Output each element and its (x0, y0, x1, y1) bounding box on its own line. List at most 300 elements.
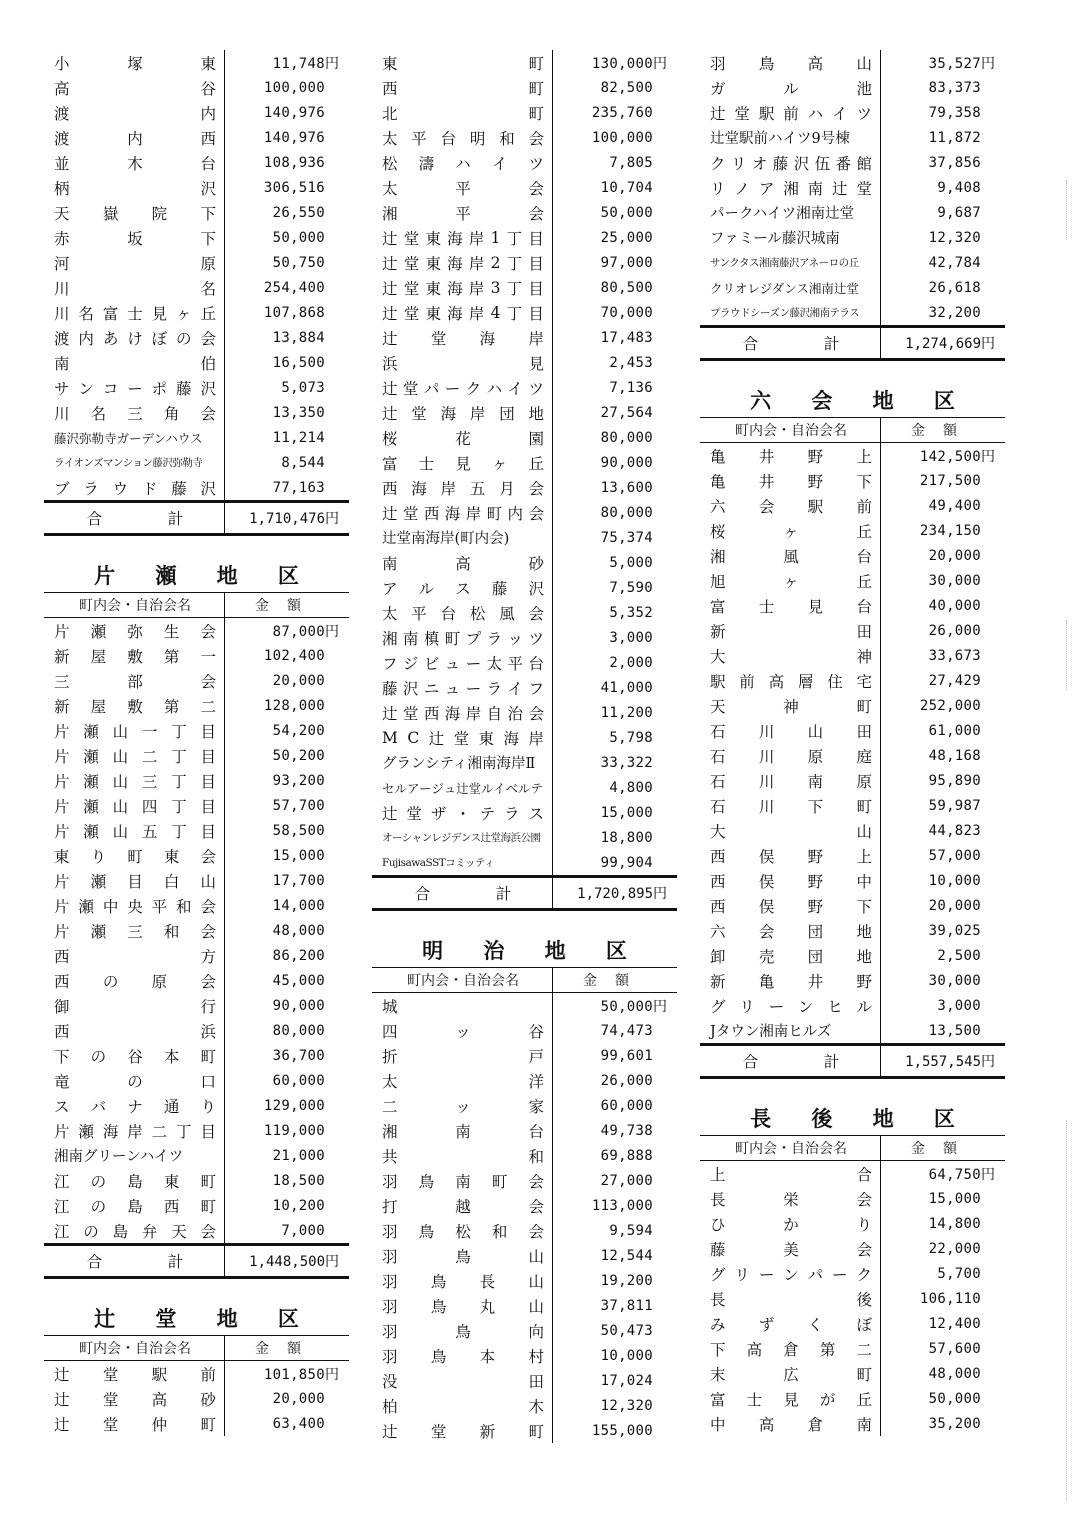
table-header (700, 1135, 1005, 1161)
row-amount: 50,000 (600, 998, 653, 1015)
row-amount: 13,500 (928, 1022, 981, 1039)
row-name: Jタウン湘南ヒルズ (700, 1018, 881, 1043)
row-amount: 48,000 (272, 922, 325, 939)
list-rows (372, 993, 677, 1443)
row-name: 辻 堂 ザ ・ テ ラ ス (372, 800, 553, 825)
row-amount: 129,000 (263, 1097, 325, 1114)
table-row (44, 618, 349, 643)
table-row (372, 625, 677, 650)
row-amount: 37,856 (928, 154, 981, 171)
row-name: 松 濤 ハ イ ツ (372, 150, 553, 175)
row-amount: 90,000 (272, 997, 325, 1014)
row-name: 末 広 町 (700, 1361, 881, 1386)
table-row (372, 650, 677, 675)
table-row (700, 100, 1005, 125)
yen-unit: 円 (653, 55, 668, 72)
row-amount: 90,000 (600, 454, 653, 471)
table-row (372, 1393, 677, 1418)
row-name: グ リ ー ン ヒ ル (700, 993, 881, 1018)
table-row (44, 375, 349, 400)
katase-section (44, 558, 349, 1279)
yen-unit: 円 (325, 511, 339, 527)
row-amount: 140,976 (263, 129, 325, 146)
row-amount: 48,168 (928, 747, 981, 764)
row-amount: 12,544 (600, 1247, 653, 1264)
row-name: 片 瀬 山 四 丁 目 (44, 793, 225, 818)
row-amount: 100,000 (591, 129, 653, 146)
row-amount: 69,888 (600, 1147, 653, 1164)
row-amount: 57,700 (272, 797, 325, 814)
row-name: 渡 内 西 (44, 125, 225, 150)
row-name: 亀 井 野 上 (700, 443, 881, 468)
row-name: 新 屋 敷 第 二 (44, 693, 225, 718)
list-rows (372, 50, 677, 875)
row-name: ライオンズマンション藤沢弥勒寺 (44, 450, 225, 475)
row-name: プラウドシーズン藤沢湘南テラス (700, 300, 881, 325)
row-name: グランシティ湘南海岸Ⅱ (372, 750, 553, 775)
table-row (700, 250, 1005, 275)
row-name: 辻 堂 駅 前 (44, 1361, 225, 1386)
row-name: 片 瀬 三 和 会 (44, 918, 225, 943)
table-row (700, 1018, 1005, 1043)
header-name: 町内会・自治会名 (44, 1336, 225, 1360)
section-title: 長 後 地 区 (750, 1106, 955, 1131)
row-amount: 13,600 (600, 479, 653, 496)
total-label: 合 計 (700, 1046, 881, 1076)
row-name: 辻 堂 パ ー ク ハ イ ツ (372, 375, 553, 400)
list-rows (700, 1161, 1005, 1436)
row-amount: 36,700 (272, 1047, 325, 1064)
row-name: 西 の 原 会 (44, 968, 225, 993)
total-label: 合 計 (372, 878, 553, 908)
column-3 (700, 50, 1005, 1436)
table-row (44, 100, 349, 125)
row-name: 南 伯 (44, 350, 225, 375)
row-name: 旭 ヶ 丘 (700, 568, 881, 593)
row-amount: 32,200 (928, 304, 981, 321)
total-label: 合 計 (44, 503, 225, 533)
row-amount: 10,704 (600, 179, 653, 196)
row-name: 赤 坂 下 (44, 225, 225, 250)
row-amount: 217,500 (919, 472, 981, 489)
row-amount: 20,000 (928, 547, 981, 564)
row-amount: 49,738 (600, 1122, 653, 1139)
row-amount: 128,000 (263, 697, 325, 714)
table-row (44, 275, 349, 300)
row-name: 西 浜 (44, 1018, 225, 1043)
row-amount: 50,000 (928, 1390, 981, 1407)
row-name: 辻 堂 高 砂 (44, 1386, 225, 1411)
row-amount: 108,936 (263, 154, 325, 171)
table-row (700, 668, 1005, 693)
row-name: 片 瀬 山 一 丁 目 (44, 718, 225, 743)
row-amount: 45,000 (272, 972, 325, 989)
header-amount: 金額 (911, 423, 975, 439)
table-row (700, 693, 1005, 718)
yen-unit: 円 (325, 55, 340, 72)
row-amount: 17,024 (600, 1372, 653, 1389)
row-name: 辻 堂 海 岸 団 地 (372, 400, 553, 425)
row-amount: 18,800 (600, 829, 653, 846)
table-row (700, 125, 1005, 150)
row-amount: 74,473 (600, 1022, 653, 1039)
row-amount: 7,136 (609, 379, 653, 396)
row-amount: 5,798 (609, 729, 653, 746)
table-row (700, 1261, 1005, 1286)
row-name: 新 屋 敷 第 一 (44, 643, 225, 668)
table-row (372, 75, 677, 100)
row-name: 太 平 台 松 風 会 (372, 600, 553, 625)
table-row (44, 200, 349, 225)
total-amount: 1,448,500 (249, 1254, 325, 1270)
table-row (700, 1361, 1005, 1386)
row-amount: 87,000 (272, 623, 325, 640)
row-amount: 18,500 (272, 1172, 325, 1189)
header-name: 町内会・自治会名 (44, 593, 225, 617)
table-row (700, 1336, 1005, 1361)
row-name: 東 り 町 東 会 (44, 843, 225, 868)
row-name: 辻 堂 東 海 岸 2 丁 目 (372, 250, 553, 275)
table-row (372, 425, 677, 450)
row-name: 辻 堂 仲 町 (44, 1411, 225, 1436)
row-name: 桜 ヶ 丘 (700, 518, 881, 543)
row-name: サ ン コ ー ポ 藤 沢 (44, 375, 225, 400)
row-amount: 75,374 (600, 529, 653, 546)
row-amount: 100,000 (263, 79, 325, 96)
row-amount: 16,500 (272, 354, 325, 371)
row-amount: 3,000 (609, 629, 653, 646)
table-row (700, 1286, 1005, 1311)
table-row (44, 475, 349, 500)
row-amount: 27,564 (600, 404, 653, 421)
total-row (700, 1043, 1005, 1079)
table-row (700, 175, 1005, 200)
table-row (44, 943, 349, 968)
row-amount: 7,000 (281, 1222, 325, 1239)
row-amount: 37,811 (600, 1297, 653, 1314)
table-row (700, 1211, 1005, 1236)
table-row (44, 893, 349, 918)
table-header (44, 592, 349, 618)
row-amount: 59,987 (928, 797, 981, 814)
table-header (44, 1335, 349, 1361)
table-row (372, 250, 677, 275)
row-name: 藤沢弥勒寺ガーデンハウス (44, 425, 225, 450)
row-amount: 57,000 (928, 847, 981, 864)
row-name: 片 瀬 山 五 丁 目 (44, 818, 225, 843)
row-amount: 5,700 (937, 1265, 981, 1282)
table-row (44, 1411, 349, 1436)
table-row (700, 468, 1005, 493)
table-row (372, 1343, 677, 1368)
row-amount: 102,400 (263, 647, 325, 664)
row-name: 湘 南 台 (372, 1118, 553, 1143)
table-row (372, 475, 677, 500)
table-row (700, 593, 1005, 618)
row-name: 川 名 富 士 見 ヶ 丘 (44, 300, 225, 325)
row-amount: 80,000 (600, 429, 653, 446)
row-amount: 27,429 (928, 672, 981, 689)
row-amount: 113,000 (591, 1197, 653, 1214)
table-row (44, 1193, 349, 1218)
total-label: 合 計 (700, 328, 881, 358)
total-label: 合 計 (44, 1246, 225, 1276)
row-amount: 130,000 (591, 55, 653, 72)
row-name: 下 の 谷 本 町 (44, 1043, 225, 1068)
row-name: 柄 沢 (44, 175, 225, 200)
row-amount: 13,884 (272, 329, 325, 346)
row-name: み ず く ぼ (700, 1311, 881, 1336)
row-name: 辻堂南海岸(町内会) (372, 525, 553, 550)
row-name: 富 士 見 台 (700, 593, 881, 618)
row-amount: 97,000 (600, 254, 653, 271)
row-name: サンクタス湘南藤沢アネーロの丘 (700, 250, 881, 275)
row-name: 太 平 台 明 和 会 (372, 125, 553, 150)
row-name: 川 名 (44, 275, 225, 300)
table-row (700, 718, 1005, 743)
table-row (372, 50, 677, 75)
row-amount: 50,200 (272, 747, 325, 764)
row-amount: 93,200 (272, 772, 325, 789)
table-row (372, 1218, 677, 1243)
row-name: 辻 堂 新 町 (372, 1418, 553, 1443)
row-name: 南 高 砂 (372, 550, 553, 575)
table-row (700, 1411, 1005, 1436)
table-row (44, 250, 349, 275)
list-rows (44, 1361, 349, 1436)
row-name: 西 俣 野 中 (700, 868, 881, 893)
table-row (44, 450, 349, 475)
header-name: 町内会・自治会名 (700, 418, 881, 442)
row-name: 湘 南 槙 町 プ ラ ッ ツ (372, 625, 553, 650)
table-row (44, 1093, 349, 1118)
row-amount: 77,163 (272, 479, 325, 496)
table-row (372, 200, 677, 225)
table-row (700, 493, 1005, 518)
table-row (372, 1193, 677, 1218)
row-name: 片 瀬 海 岸 二 丁 目 (44, 1118, 225, 1143)
table-row (372, 225, 677, 250)
row-amount: 39,025 (928, 922, 981, 939)
row-name: 西 方 (44, 943, 225, 968)
row-amount: 140,976 (263, 104, 325, 121)
row-name: 大 山 (700, 818, 881, 843)
row-amount: 30,000 (928, 972, 981, 989)
section-title: 明 治 地 区 (422, 938, 627, 963)
row-name: 辻堂駅前ハイツ9号棟 (700, 125, 881, 150)
total-row (700, 325, 1005, 361)
table-row (372, 1268, 677, 1293)
row-name: 河 原 (44, 250, 225, 275)
row-name: 江 の 島 西 町 (44, 1193, 225, 1218)
row-name: 片 瀬 山 二 丁 目 (44, 743, 225, 768)
row-name: 片 瀬 山 三 丁 目 (44, 768, 225, 793)
table-row (700, 150, 1005, 175)
row-amount: 11,214 (272, 429, 325, 446)
row-amount: 82,500 (600, 79, 653, 96)
table-row (700, 1186, 1005, 1211)
row-amount: 306,516 (263, 179, 325, 196)
table-row (372, 275, 677, 300)
total-amount: 1,557,545 (905, 1054, 981, 1070)
table-row (700, 225, 1005, 250)
table-row (372, 1143, 677, 1168)
table-row (44, 50, 349, 75)
yen-unit: 円 (325, 1366, 340, 1383)
row-amount: 2,000 (609, 654, 653, 671)
row-name: 西 俣 野 上 (700, 843, 881, 868)
row-name: 柏 木 (372, 1393, 553, 1418)
row-amount: 22,000 (928, 1240, 981, 1257)
row-name: 江 の 島 弁 天 会 (44, 1218, 225, 1243)
row-name: 富 士 見 が 丘 (700, 1386, 881, 1411)
row-amount: 155,000 (591, 1422, 653, 1439)
row-name: クリオレジダンス湘南辻堂 (700, 275, 881, 300)
row-amount: 5,352 (609, 604, 653, 621)
row-name: 三 部 会 (44, 668, 225, 693)
row-name: ファミール藤沢城南 (700, 225, 881, 250)
row-amount: 235,760 (591, 104, 653, 121)
table-row (372, 125, 677, 150)
row-name: 高 谷 (44, 75, 225, 100)
table-row (372, 550, 677, 575)
row-name: 北 町 (372, 100, 553, 125)
table-row (44, 968, 349, 993)
row-name: 藤 美 会 (700, 1236, 881, 1261)
row-amount: 33,322 (600, 754, 653, 771)
row-amount: 17,483 (600, 329, 653, 346)
yen-unit: 円 (653, 886, 667, 902)
row-amount: 2,500 (937, 947, 981, 964)
row-amount: 252,000 (919, 697, 981, 714)
row-name: 辻 堂 東 海 岸 3 丁 目 (372, 275, 553, 300)
table-row (700, 768, 1005, 793)
row-amount: 4,800 (609, 779, 653, 796)
row-amount: 20,000 (272, 1390, 325, 1407)
row-name: 辻 堂 西 海 岸 町 内 会 (372, 500, 553, 525)
row-name: 浜 見 (372, 350, 553, 375)
table-header (372, 967, 677, 993)
table-row (372, 993, 677, 1018)
table-row (700, 868, 1005, 893)
table-row (44, 1018, 349, 1043)
row-name: 石 川 山 田 (700, 718, 881, 743)
meiji-section (372, 933, 677, 1443)
table-row (700, 1311, 1005, 1336)
table-row (44, 643, 349, 668)
table-row (700, 618, 1005, 643)
row-amount: 19,200 (600, 1272, 653, 1289)
yen-unit: 円 (981, 1054, 995, 1070)
row-amount: 33,673 (928, 647, 981, 664)
row-amount: 35,200 (928, 1415, 981, 1432)
row-name: 打 越 会 (372, 1193, 553, 1218)
table-row (372, 1368, 677, 1393)
row-amount: 61,000 (928, 722, 981, 739)
header-amount: 金額 (911, 1141, 975, 1157)
yen-unit: 円 (653, 998, 668, 1015)
row-amount: 5,073 (281, 379, 325, 396)
row-amount: 15,000 (928, 1190, 981, 1207)
table-row (372, 1118, 677, 1143)
row-name: 羽 鳥 山 (372, 1243, 553, 1268)
table-row (44, 1218, 349, 1243)
row-name: 下 高 倉 第 二 (700, 1336, 881, 1361)
row-name: ス バ ナ 通 り (44, 1093, 225, 1118)
column-1 (44, 50, 349, 1436)
row-name: 渡 内 (44, 100, 225, 125)
row-name: 羽 鳥 丸 山 (372, 1293, 553, 1318)
tsujido-section (44, 1301, 349, 1436)
row-name: M C 辻 堂 東 海 岸 (372, 725, 553, 750)
row-name: 桜 花 園 (372, 425, 553, 450)
table-row (372, 325, 677, 350)
rokkai-section (700, 383, 1005, 1079)
row-amount: 11,748 (272, 55, 325, 72)
row-name: 辻 堂 海 岸 (372, 325, 553, 350)
row-amount: 11,200 (600, 704, 653, 721)
row-name: 羽 鳥 長 山 (372, 1268, 553, 1293)
list-rows (700, 50, 1005, 325)
header-amount: 金額 (255, 598, 319, 614)
row-name: 六 会 団 地 (700, 918, 881, 943)
row-name: リ ノ ア 湘 南 辻 堂 (700, 175, 881, 200)
table-row (44, 793, 349, 818)
yen-unit: 円 (325, 623, 340, 640)
list-rows (44, 618, 349, 1243)
row-amount: 79,358 (928, 104, 981, 121)
row-name: 折 戸 (372, 1043, 553, 1068)
table-row (700, 518, 1005, 543)
table-row (700, 793, 1005, 818)
table-row (44, 1043, 349, 1068)
row-name: 四 ッ 谷 (372, 1018, 553, 1043)
row-name: 上 合 (700, 1161, 881, 1186)
margin-dots (1065, 1120, 1067, 1500)
row-name: 竜 の 口 (44, 1068, 225, 1093)
row-name: 羽 鳥 南 町 会 (372, 1168, 553, 1193)
row-amount: 10,000 (928, 872, 981, 889)
row-amount: 86,200 (272, 947, 325, 964)
row-amount: 12,400 (928, 1315, 981, 1332)
table-row (700, 443, 1005, 468)
row-name: 羽 鳥 高 山 (700, 50, 881, 75)
row-name: 湘 風 台 (700, 543, 881, 568)
row-name: 共 和 (372, 1143, 553, 1168)
row-amount: 80,000 (600, 504, 653, 521)
yen-unit: 円 (325, 1254, 339, 1270)
row-amount: 8,544 (281, 454, 325, 471)
row-name: 湘南グリーンハイツ (44, 1143, 225, 1168)
row-amount: 101,850 (263, 1366, 325, 1383)
table-row (700, 543, 1005, 568)
row-amount: 50,750 (272, 254, 325, 271)
table-row (372, 775, 677, 800)
row-name: 二 ッ 家 (372, 1093, 553, 1118)
row-name: 長 栄 会 (700, 1186, 881, 1211)
table-row (372, 1318, 677, 1343)
table-row (372, 700, 677, 725)
table-row (700, 300, 1005, 325)
row-name: 天 神 町 (700, 693, 881, 718)
table-row (700, 1386, 1005, 1411)
table-header (700, 417, 1005, 443)
table-row (700, 843, 1005, 868)
table-row (700, 743, 1005, 768)
table-row (372, 1168, 677, 1193)
row-amount: 54,200 (272, 722, 325, 739)
section-title: 辻 堂 地 区 (94, 1306, 299, 1331)
